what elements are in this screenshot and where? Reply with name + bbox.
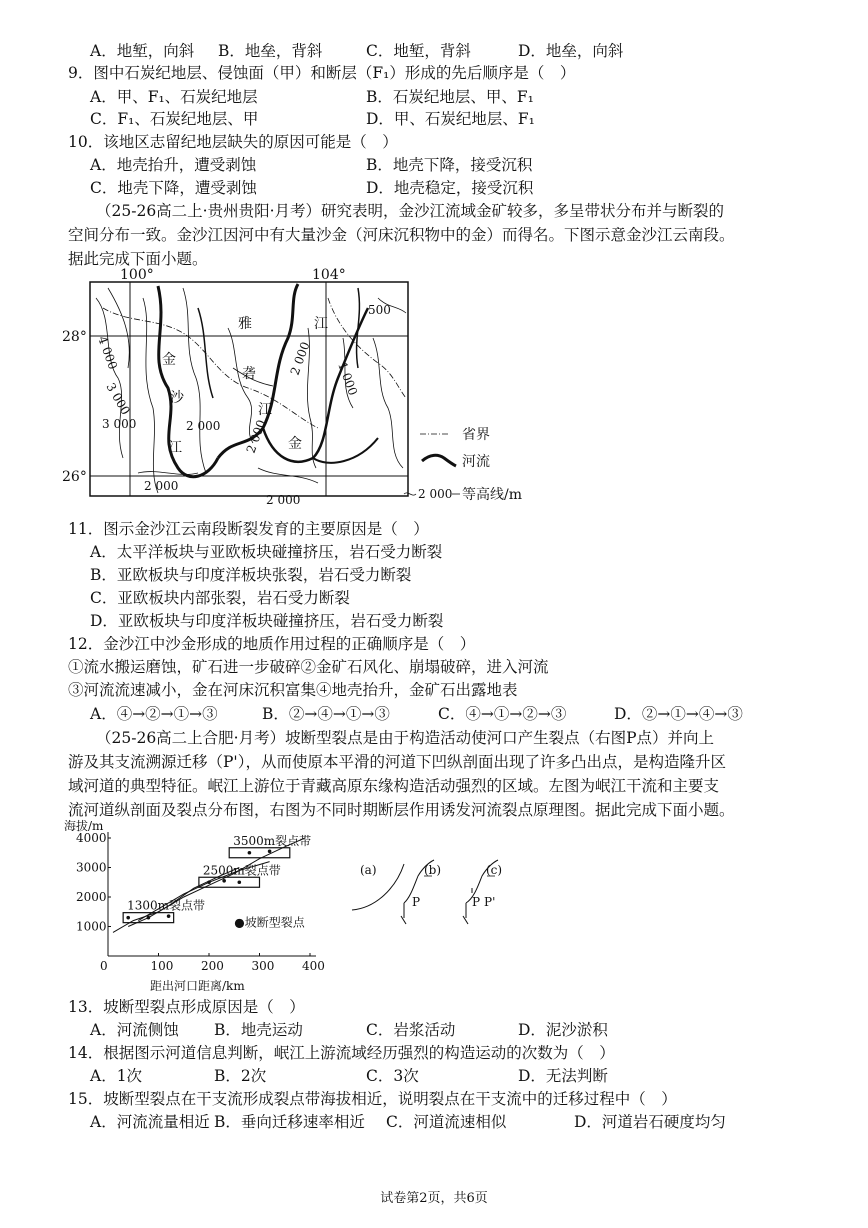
q9-option-b: B．石炭纪地层、甲、F₁ xyxy=(366,88,534,106)
q13-stem: 13．坡断型裂点形成原因是（ ） xyxy=(68,998,305,1016)
river-char: 金 xyxy=(288,436,302,452)
knickpoint-dot xyxy=(268,849,272,853)
q10-stem: 10．该地区志留纪地层缺失的原因可能是（ ） xyxy=(68,133,398,151)
panel-label-b: (b) xyxy=(424,863,442,877)
chart-ylabel: 海拔/m xyxy=(64,819,104,833)
contour-label: 2 000 xyxy=(186,419,221,433)
passage-line: 流河道纵剖面及裂点分布图，右图为不同时期断层作用诱发河流裂点原理图。据此完成下面小题。 xyxy=(68,801,735,819)
contour-label: 3 000 xyxy=(102,417,137,431)
knickpoint-dot xyxy=(147,916,151,920)
x-tick-label: 300 xyxy=(251,959,275,973)
river-char: 江 xyxy=(168,440,182,456)
river-char: 雅 xyxy=(238,316,252,332)
lat-label-28: 28° xyxy=(62,329,87,345)
q11-option-a: A．太平洋板块与亚欧板块碰撞挤压，岩石受力断裂 xyxy=(90,543,443,561)
page-footer: 试卷第2页，共6页 xyxy=(380,1191,488,1206)
passage-line: 游及其支流溯源迁移（P'），从而使原本平滑的河道下凹纵剖面出现了许多凸出点，是构造隆升区 xyxy=(68,753,726,771)
q13-option-c: C．岩浆活动 xyxy=(366,1021,456,1039)
q15-option-b: B．垂向迁移速率相近 xyxy=(214,1113,365,1131)
y-tick-label: 3000 xyxy=(76,860,107,875)
passage-jinsha xyxy=(68,199,808,271)
x-tick-label: 100 xyxy=(150,959,174,973)
point-label-p: P xyxy=(412,895,421,909)
knickpoint-dot xyxy=(207,880,211,884)
q12-option-c: C．④→①→②→③ xyxy=(438,705,567,723)
q8-option-d: D．地垒，向斜 xyxy=(518,42,624,60)
contour-label: 2 000 xyxy=(287,339,313,378)
q10-option-b: B．地壳下降，接受沉积 xyxy=(366,156,533,174)
x-tick-label: 400 xyxy=(302,959,325,973)
chart-xlabel: 距出河口距离/km xyxy=(150,979,245,993)
river-profile-chart xyxy=(60,816,330,994)
passage-line: 空间分布一致。金沙江因河中有大量沙金（河床沉积物中的金）而得名。下图示意金沙江云南段。 xyxy=(68,226,735,244)
knickpoint-dot xyxy=(222,879,226,883)
passage-line: （25-26高二上合肥·月考）坡断型裂点是由于构造活动使河口产生裂点（右图P点）并向上 xyxy=(96,729,715,747)
q9-option-d: D．甲、石炭纪地层、F₁ xyxy=(366,110,535,128)
y-tick-label: 1000 xyxy=(76,919,107,934)
x-tick-label: 200 xyxy=(201,959,224,973)
contour-label: 3 000 xyxy=(103,380,133,418)
knickpoint-band-label: 2500m裂点带 xyxy=(202,863,281,878)
passage-line: 据此完成下面小题。 xyxy=(68,250,208,268)
q11-stem: 11．图示金沙江云南段断裂发育的主要原因是（ ） xyxy=(68,520,429,538)
knickpoint-dot xyxy=(167,914,171,918)
contour-label: 1 000 xyxy=(335,360,361,398)
legend-contour-sample: 2 000 xyxy=(418,487,453,501)
q14-option-b: B．2次 xyxy=(214,1067,267,1085)
q11-option-c: C．亚欧板块内部张裂，岩石受力断裂 xyxy=(90,589,350,607)
legend-border-label: 省界 xyxy=(462,427,490,443)
q8-option-a: A．地堑，向斜 xyxy=(90,42,195,60)
river-char: 沙 xyxy=(170,390,184,406)
q14-stem: 14．根据图示河道信息判断，岷江上游流域经历强烈的构造运动的次数为（ ） xyxy=(68,1044,615,1062)
river-char: 金 xyxy=(162,352,176,368)
q12-option-b: B．②→④→①→③ xyxy=(262,705,390,723)
passage-knickpoint xyxy=(68,726,808,822)
passage-line: （25-26高二上·贵州贵阳·月考）研究表明，金沙江流域金矿较多，多呈带状分布并与断裂的 xyxy=(96,202,725,220)
contour-label: 4 000 xyxy=(95,334,121,372)
contour-label: 2 000 xyxy=(243,417,269,456)
y-tick-label: 4000 xyxy=(76,831,107,845)
point-label-p: P xyxy=(472,895,481,909)
q11-option-d: D．亚欧板块与印度洋板块碰撞挤压，岩石受力断裂 xyxy=(90,612,444,630)
q10-option-d: D．地壳稳定，接受沉积 xyxy=(366,179,534,197)
q9-option-a: A．甲、F₁、石炭纪地层 xyxy=(90,88,258,106)
contour-label: 2 000 xyxy=(144,479,179,493)
q13-option-d: D．泥沙淤积 xyxy=(518,1021,608,1039)
river-char: 江 xyxy=(314,316,328,332)
q13-option-a: A．河流侧蚀 xyxy=(90,1021,179,1039)
q10-option-a: A．地壳抬升，遭受剥蚀 xyxy=(90,156,257,174)
q10-option-c: C．地壳下降，遭受剥蚀 xyxy=(90,179,257,197)
q15-option-c: C．河道流速相似 xyxy=(386,1113,507,1131)
contour-label: 2 000 xyxy=(266,493,301,507)
knickpoint-legend: ●坡断型裂点 xyxy=(234,915,305,930)
legend-river-label: 河流 xyxy=(462,454,490,470)
x-tick-label: 0 xyxy=(100,959,108,973)
q12-stem: 12．金沙江中沙金形成的地质作用过程的正确顺序是（ ） xyxy=(68,635,476,653)
panel-label-c: (c) xyxy=(486,863,503,877)
q9-stem: 9．图中石炭纪地层、侵蚀面（甲）和断层（F₁）形成的先后顺序是（ ） xyxy=(68,64,576,82)
q12-steps-line1: ①流水搬运磨蚀，矿石进一步破碎②金矿石风化、崩塌破碎，进入河流 xyxy=(68,658,549,676)
q8-option-c: C．地堑，背斜 xyxy=(366,42,471,60)
q15-option-d: D．河道岩石硬度均匀 xyxy=(574,1113,726,1131)
y-tick-label: 2000 xyxy=(76,890,107,904)
jinsha-map xyxy=(58,268,548,512)
q15-stem: 15．坡断型裂点在干支流形成裂点带海拔相近，说明裂点在干支流中的迁移过程中（ ） xyxy=(68,1090,677,1108)
q13-option-b: B．地壳运动 xyxy=(214,1021,303,1039)
panel-label-a: (a) xyxy=(360,863,377,877)
q8-option-b: B．地垒，背斜 xyxy=(218,42,323,60)
q15-option-a: A．河流流量相近 xyxy=(90,1113,210,1131)
lat-label-26: 26° xyxy=(62,469,87,485)
knickpoint-dot xyxy=(126,916,130,920)
q9-option-c: C．F₁、石炭纪地层、甲 xyxy=(90,110,259,128)
knickpoint-dot xyxy=(238,880,242,884)
knickpoint-principle-diagram xyxy=(346,858,526,948)
q14-option-a: A．1次 xyxy=(90,1067,143,1085)
lon-label-104: 104° xyxy=(312,268,346,283)
river-char: 砻 xyxy=(242,366,256,382)
q12-option-d: D．②→①→④→③ xyxy=(614,705,743,723)
legend-contour-label: 等高线/m xyxy=(462,487,522,503)
knickpoint-band-label: 3500m裂点带 xyxy=(233,833,312,848)
knickpoint-dot xyxy=(248,851,252,855)
lon-label-100: 100° xyxy=(120,268,154,283)
contour-label: 500 xyxy=(368,303,391,317)
q12-option-a: A．④→②→①→③ xyxy=(90,705,218,723)
point-label-p-prime: P' xyxy=(484,895,496,909)
q14-option-c: C．3次 xyxy=(366,1067,419,1085)
river-char: 江 xyxy=(258,402,272,418)
passage-line: 域河道的典型特征。岷江上游位于青藏高原东缘构造活动强烈的区域。左图为岷江干流和主要支 xyxy=(68,777,720,795)
q11-option-b: B．亚欧板块与印度洋板块张裂，岩石受力断裂 xyxy=(90,566,412,584)
q12-steps-line2: ③河流流速减小，金在河床沉积富集④地壳抬升，金矿石出露地表 xyxy=(68,681,518,699)
q14-option-d: D．无法判断 xyxy=(518,1067,608,1085)
knickpoint-band-label: 1300m裂点带 xyxy=(127,898,206,913)
